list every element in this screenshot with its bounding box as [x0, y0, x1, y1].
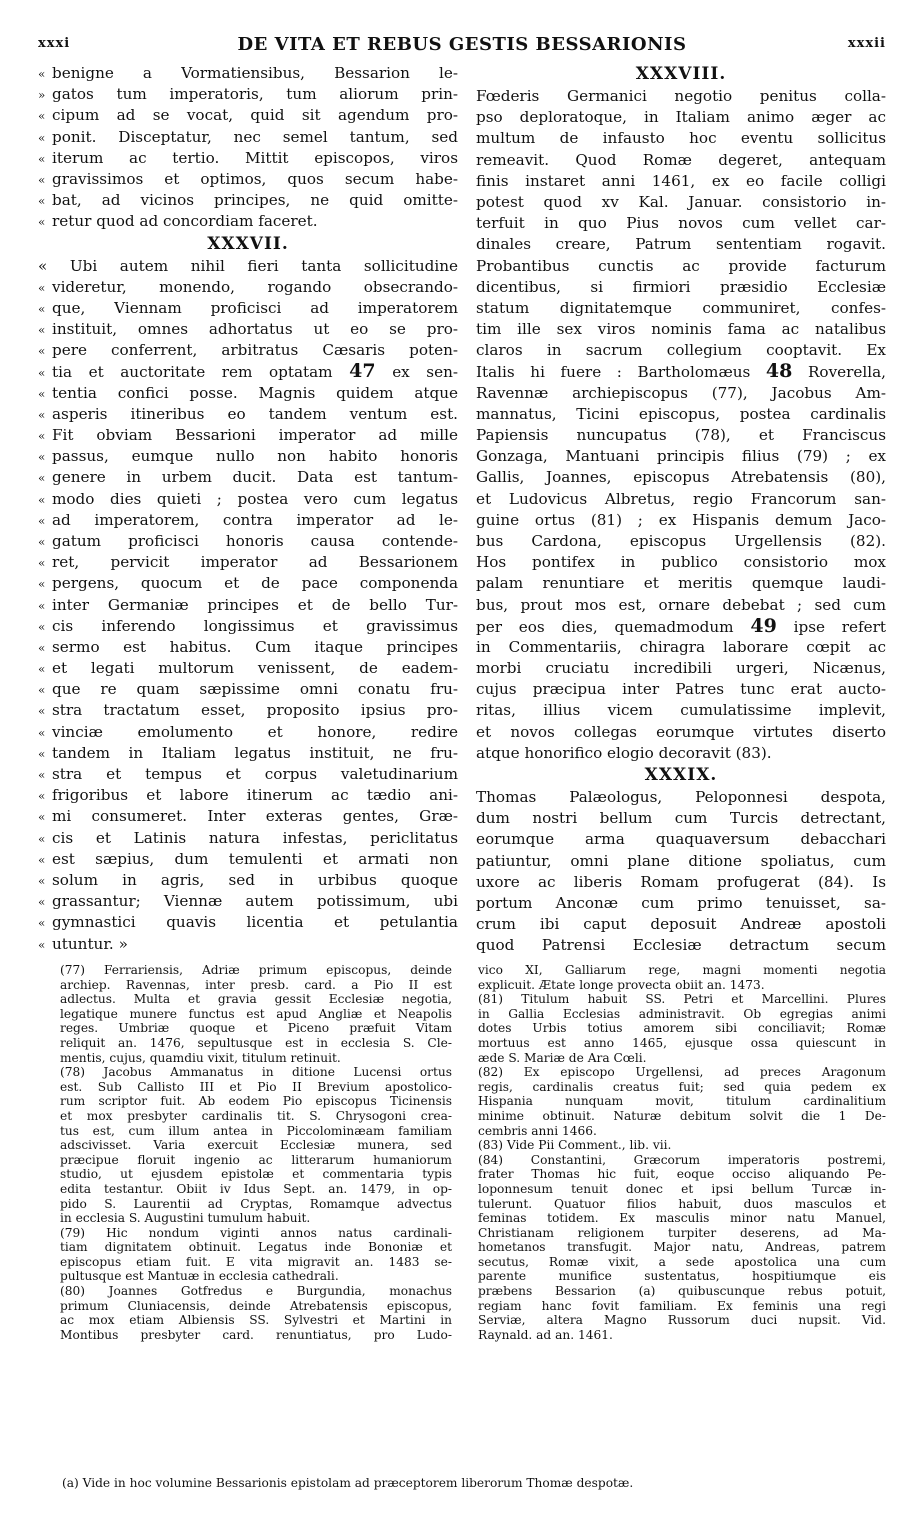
quote-mark: « — [38, 831, 46, 846]
note-line: mortuus est anno 1465, ejusque ossa quiescunt in — [478, 1035, 886, 1050]
note-line: (77) Ferrariensis, Adriæ primum episcopus, deinde — [60, 963, 452, 977]
text-line — [476, 86, 886, 107]
quote-mark: « — [38, 407, 46, 422]
text-line — [476, 171, 886, 192]
line-text: remeavit. Quod Romæ degeret, antequam — [476, 150, 886, 169]
note-line: (79) Hic nondum viginti annos natus cardinali- — [60, 1225, 452, 1240]
text-line — [476, 298, 886, 319]
running-header — [38, 34, 886, 56]
line-text: cipum ad se vocat, quid sit agendum pro- — [52, 106, 458, 125]
note-line: explicuit. Ætate longe provecta obiit an. 1473. — [478, 977, 765, 992]
note-line: Hispania nunquam movit, titulum cardinalitium — [478, 1094, 886, 1109]
line-text: potest quod xv Kal. Januar. consistorio in- — [476, 192, 886, 211]
text-line — [38, 105, 458, 126]
running-title: DE VITA ET REBUS GESTIS BESSARIONIS — [237, 34, 687, 55]
line-text: tia et auctoritate rem optatam — [52, 363, 333, 382]
text-line — [38, 467, 458, 488]
note-line: (81) Titulum habuit SS. Petri et Marcellini. Plures — [478, 992, 886, 1007]
text-line — [476, 446, 886, 467]
note-line: hometanos transfugit. Major natu, Andreas, patrem — [478, 1240, 886, 1255]
note-line: Christianam religionem turpiter deserens, ad Ma- — [478, 1225, 886, 1240]
note-line: dotes Urbis totius amorem sibi conciliavit; Romæ — [478, 1021, 886, 1036]
note-line: mentis, cujus, quamdiu vixit, titulum retinuit. — [60, 1050, 341, 1065]
text-line — [476, 150, 886, 171]
line-text: claros in sacrum collegium cooptavit. Ex — [476, 341, 886, 360]
note-line: (78) Jacobus Ammanatus in ditione Lucensi ortus — [60, 1065, 452, 1080]
quote-mark: « — [38, 916, 46, 931]
text-line — [38, 658, 458, 679]
note-line: cembris anni 1466. — [478, 1123, 597, 1138]
note-line: frater Thomas hic fuit, eoque occiso aliquando Pe- — [478, 1167, 886, 1182]
line-text: ritas, illius vicem cumulatissime implevit, — [476, 701, 886, 720]
line-text: tandem in Italiam legatus instituit, ne fru- — [52, 743, 458, 762]
line-text: stra et tempus et corpus valetudinarium — [52, 765, 458, 783]
text-line — [476, 658, 886, 679]
text-line — [38, 446, 458, 467]
quote-mark: « — [38, 873, 46, 888]
note-line: (80) Joannes Gotfredus e Burgundia, monachus — [60, 1284, 452, 1299]
quote-mark: » — [38, 88, 46, 103]
line-text: gymnastici quavis licentia et petulantia — [52, 913, 458, 932]
line-text: gravissimos et optimos, quos secum habe- — [52, 169, 458, 188]
note-line: reges. Umbriæ quoque et Piceno præfuit Vitam — [60, 1021, 452, 1036]
note-line: archiep. Ravennas, inter presb. card. a Pio II est — [60, 977, 452, 992]
line-text: benigne a Vormatiensibus, Bessarion le- — [52, 64, 458, 82]
text-line — [38, 849, 458, 870]
text-line — [38, 489, 458, 510]
text-line — [476, 128, 886, 149]
note-line: (83) Vide Pii Comment., lib. vii. — [478, 1138, 672, 1153]
text-line — [38, 637, 458, 658]
quote-mark: « — [38, 598, 46, 613]
section-heading: XXXVIII. — [635, 64, 727, 84]
section-heading: XXXIX. — [644, 765, 718, 785]
text-line — [476, 107, 886, 128]
text-line — [38, 383, 458, 404]
note-line: (84) Constantini, Græcorum imperatoris postremi, — [478, 1152, 886, 1167]
line-text: portum Anconæ cum primo tenuisset, sa- — [476, 893, 886, 912]
line-text: cis inferendo longissimus et gravissimus — [52, 616, 458, 635]
quote-mark: « — [38, 683, 46, 698]
line-text: patiuntur, omni plane ditione spoliatus, cum — [476, 851, 886, 870]
quote-mark: « — [38, 109, 46, 124]
quote-mark: « — [38, 852, 46, 867]
text-line — [38, 828, 458, 849]
text-line — [476, 319, 886, 340]
line-text: solum in agris, sed in urbibus quoque — [52, 870, 458, 889]
text-line — [476, 872, 886, 893]
text-line — [38, 404, 458, 425]
quote-mark: « — [38, 386, 46, 401]
line-text: inter Germaniæ principes et de bello Tur- — [52, 595, 458, 614]
text-line — [476, 340, 886, 361]
line-text: gatum proficisci honoris causa contende- — [52, 531, 458, 550]
line-text: Ravennæ archiepiscopus (77), Jacobus Am- — [476, 383, 886, 402]
line-text: Papiensis nuncupatus (78), et Franciscus — [476, 426, 886, 444]
line-text: mannatus, Ticini episcopus, postea cardinalis — [476, 404, 886, 423]
quote-mark: « — [38, 768, 46, 782]
line-text: ad imperatorem, contra imperator ad le- — [52, 510, 458, 529]
note-line: primum Cluniacensis, deinde Atrebatensis episcopus, — [60, 1298, 452, 1313]
note-line: regis, cardinalis creatus fuit; sed quia pedem ex — [478, 1079, 886, 1094]
text-line — [38, 63, 458, 84]
note-line: legatique munere functus est apud Angliæ et Neapolis — [60, 1006, 452, 1021]
quote-mark: « — [38, 556, 46, 571]
quote-mark: « — [38, 513, 46, 528]
page-number-right: xxxii — [847, 36, 886, 51]
line-text: est sæpius, dum temulenti et armati non — [52, 849, 458, 868]
line-text: sermo est habitus. Cum itaque principes — [52, 637, 458, 656]
quote-mark: « — [38, 194, 46, 209]
note-line: tulerunt. Quatuor filios habuit, duos masculos et — [478, 1196, 886, 1211]
quote-mark: « — [38, 366, 46, 381]
text-line — [38, 616, 458, 637]
footnotes-right-column — [478, 963, 886, 1342]
line-text: asperis itineribus eo tandem ventum est. — [52, 404, 458, 423]
line-text: quod Patrensi Ecclesiæ detractum secum — [476, 936, 886, 955]
text-line — [476, 489, 886, 510]
text-line — [38, 595, 458, 616]
quote-mark: « — [38, 301, 46, 316]
line-text: Italis hi fuere : Bartholomæus — [476, 363, 751, 382]
line-text: utuntur. » — [52, 934, 128, 953]
quote-mark: « — [38, 471, 46, 486]
line-text: in Commentariis, chiragra laborare cœpit ac — [476, 637, 886, 656]
column-number-marker: 48 — [765, 361, 793, 383]
line-text: passus, eumque nullo non habito honoris — [52, 447, 458, 466]
note-line: est. Sub Callisto III et Pio II Brevium apostolico- — [60, 1079, 452, 1094]
text-line — [38, 319, 458, 340]
note-line: adscivisset. Varia exercuit Ecclesiæ munera, sed — [60, 1138, 452, 1153]
line-text: terfuit in quo Pius novos cum vellet car- — [476, 214, 886, 233]
text-line — [476, 829, 886, 850]
text-line — [476, 722, 886, 743]
line-text: pere conferrent, arbitratus Cæsaris poten- — [52, 341, 458, 360]
quote-mark: « — [38, 746, 46, 761]
line-text: bat, ad vicinos principes, ne quid omitte- — [52, 191, 458, 210]
text-line — [38, 806, 458, 827]
text-line — [476, 851, 886, 872]
text-line — [38, 531, 458, 552]
quote-mark: « — [38, 450, 46, 465]
line-text: ex sen- — [392, 363, 458, 382]
note-line: episcopus etiam fuit. E vita migravit an. 1483 se- — [60, 1254, 452, 1269]
text-line — [476, 192, 886, 213]
text-line — [38, 425, 458, 446]
line-text: pergens, quocum et de pace componenda — [52, 574, 458, 593]
note-line: pido S. Laurentii ad Cryptas, Romamque advectus — [60, 1196, 452, 1211]
quote-mark: « — [38, 215, 46, 230]
note-line: tus est, cum illum antea in Piccolominæam familiam — [60, 1123, 452, 1138]
quote-mark: « — [38, 619, 46, 634]
text-line — [476, 808, 886, 829]
quote-mark: « — [38, 810, 46, 825]
line-text: bus, prout mos est, ornare debebat ; sed cum — [476, 595, 886, 614]
main-text-right-column — [476, 63, 886, 957]
note-line: in Gallia Ecclesias administravit. Ob egregias animi — [478, 1006, 886, 1021]
text-line — [38, 934, 458, 955]
text-line — [476, 787, 886, 808]
quote-mark: « — [38, 534, 46, 549]
line-text: ponit. Disceptatur, nec semel tantum, sed — [52, 127, 458, 146]
line-text: bus Cardona, episcopus Urgellensis (82). — [476, 531, 886, 550]
line-text: genere in urbem ducit. Data est tantum- — [52, 468, 458, 487]
line-text: atque honorifico elogio decoravit (83). — [476, 743, 772, 762]
text-line — [38, 298, 458, 319]
quote-mark: « — [38, 895, 46, 910]
note-line: secutus, Romæ vixit, a sede apostolica una cum — [478, 1254, 886, 1269]
note-line: parente munifice sustentatus, hospitiumque eis — [478, 1269, 886, 1284]
line-text: pso deploratoque, in Italiam animo æger ac — [476, 108, 886, 127]
note-line: feminas totidem. Ex masculis minor natu Manuel, — [478, 1211, 886, 1226]
text-line — [476, 213, 886, 234]
text-line — [38, 169, 458, 190]
text-line — [38, 277, 458, 298]
quote-mark: « — [38, 492, 46, 507]
note-line: rum scriptor fuit. Ab eodem Pio episcopus Ticinensis — [60, 1094, 452, 1109]
text-line — [38, 679, 458, 700]
text-line — [38, 190, 458, 211]
text-line — [38, 127, 458, 148]
quote-mark: « — [38, 323, 46, 338]
quote-mark: « — [38, 725, 46, 740]
line-text: ret, pervicit imperator ad Bessarionem — [52, 553, 458, 572]
text-line — [476, 256, 886, 277]
text-line — [38, 552, 458, 573]
line-text: Roverella, — [808, 363, 886, 382]
text-line — [476, 679, 886, 700]
text-line — [476, 935, 886, 956]
text-line — [38, 256, 458, 277]
text-line — [476, 595, 886, 616]
line-text: que re quam sæpissime omni conatu fru- — [52, 680, 458, 699]
line-text: crum ibi caput deposuit Andreæ apostoli — [476, 915, 886, 934]
text-line — [476, 637, 886, 658]
quote-mark: « — [38, 704, 46, 719]
text-line — [476, 383, 886, 404]
text-line — [476, 404, 886, 425]
line-text: Gonzaga, Mantuani principis filius (79) ; ex — [476, 447, 886, 466]
line-text: statum dignitatemque communiret, confes- — [476, 298, 886, 317]
note-line: adlectus. Multa et gravia gessit Ecclesiæ negotia, — [60, 992, 452, 1007]
line-text: dinales creare, Patrum sententiam rogavit. — [476, 235, 886, 254]
line-text: dum nostri bellum cum Turcis detrectant, — [476, 809, 886, 828]
note-line: reliquit an. 1476, sepultusque est in ecclesia S. Cle- — [60, 1035, 452, 1050]
quote-mark: « — [38, 130, 46, 145]
text-line — [476, 425, 886, 446]
text-line — [476, 510, 886, 531]
quote-mark: « — [38, 67, 46, 81]
note-line: et mox presbyter cardinalis tit. S. Chrysogoni crea- — [60, 1108, 452, 1123]
line-text: multum de infausto hoc eventu sollicitus — [476, 129, 886, 148]
text-line — [476, 467, 886, 488]
text-line — [38, 722, 458, 743]
note-line: ac mox etiam Albiensis SS. Sylvestri et Martini in — [60, 1313, 452, 1328]
text-line — [38, 148, 458, 169]
line-text: tentia confici posse. Magnis quidem atque — [52, 383, 458, 402]
quote-mark: « — [38, 577, 46, 592]
line-text: vinciæ emolumento et honore, redire — [52, 722, 458, 741]
line-text: stra tractatum esset, proposito ipsius pro- — [52, 701, 458, 720]
line-text: Probantibus cunctis ac provide facturum — [476, 256, 886, 275]
line-text: et novos collegas eorumque virtutes diserto — [476, 722, 886, 741]
text-line — [38, 912, 458, 933]
line-text: cis et Latinis natura infestas, periclitatus — [52, 828, 458, 847]
note-line: pultusque est Mantuæ in ecclesia cathedrali. — [60, 1269, 339, 1284]
line-text: que, Viennam proficisci ad imperatorem — [52, 298, 458, 317]
line-text: eorumque arma quaquaversum debacchari — [476, 830, 886, 849]
quote-mark: « — [38, 662, 46, 677]
quote-mark: « — [38, 280, 46, 295]
line-text: ipse refert — [793, 617, 886, 636]
line-text: videretur, monendo, rogando obsecrando- — [52, 277, 458, 296]
line-text: et Ludovicus Albretus, regio Francorum san- — [476, 489, 886, 508]
line-text: cujus præcipua inter Patres tunc erat aucto- — [476, 680, 886, 699]
column-number-marker: 47 — [349, 361, 376, 383]
note-line: studio, ut ejusdem epistolæ et commentaria typis — [60, 1167, 452, 1182]
line-text: Fœderis Germanici negotio penitus colla- — [476, 87, 886, 105]
text-line — [38, 785, 458, 806]
note-line: æde S. Mariæ de Ara Cœli. — [478, 1050, 647, 1065]
line-text: iterum ac tertio. Mittit episcopos, viros — [52, 148, 458, 167]
line-text: palam renuntiare et meritis quemque laudi- — [476, 574, 886, 593]
note-line: (82) Ex episcopo Urgellensi, ad preces Aragonum — [478, 1065, 886, 1080]
line-text: dicentibus, si firmiori præsidio Ecclesiæ — [476, 277, 886, 296]
quote-mark: « — [38, 172, 46, 187]
note-line: in ecclesia S. Augustini tumulum habuit. — [60, 1211, 311, 1226]
text-line — [38, 700, 458, 721]
text-line — [38, 361, 458, 382]
quote-mark: « — [38, 640, 46, 655]
line-text: grassantur; Viennæ autem potissimum, ubi — [52, 892, 458, 911]
text-line — [38, 573, 458, 594]
footnotes-left-column — [60, 963, 452, 1342]
text-line — [38, 510, 458, 531]
line-text: uxore ac liberis Romam profugerat (84). Is — [476, 872, 886, 891]
text-line — [476, 914, 886, 935]
line-text: « Ubi autem nihil fieri tanta sollicitudine — [38, 256, 458, 275]
quote-mark: « — [38, 789, 46, 804]
text-line — [38, 870, 458, 891]
line-text: guine ortus (81) ; ex Hispanis demum Jaco- — [476, 510, 886, 529]
bottom-footnote: (a) Vide in hoc volumine Bessarionis epistolam ad præceptorem liberorum Thomæ despotæ. — [62, 1476, 634, 1490]
text-line — [476, 552, 886, 573]
text-line — [476, 700, 886, 721]
line-text: retur quod ad concordiam faceret. — [52, 212, 318, 231]
text-line — [476, 616, 886, 637]
note-line: loponnesum tenuit donec et ipsi bellum Turcæ in- — [478, 1181, 886, 1196]
text-line — [476, 277, 886, 298]
quote-mark: « — [38, 429, 46, 443]
note-line: regiam hanc fovit familiam. Ex feminis una regi — [478, 1298, 886, 1313]
text-line — [476, 893, 886, 914]
note-line: præbens Bessarion (a) quibuscunque rebus potuit, — [478, 1284, 886, 1299]
text-line — [476, 234, 886, 255]
text-line — [38, 764, 458, 785]
note-line: præcipue floruit ingenio ac litterarum humaniorum — [60, 1152, 452, 1167]
text-line — [476, 361, 886, 382]
column-number-marker: 49 — [750, 615, 777, 637]
note-line: tiam dignitatem obtinuit. Legatus inde Bononiæ et — [60, 1240, 452, 1255]
note-line: Raynald. ad an. 1461. — [478, 1327, 613, 1342]
quote-mark: « — [38, 937, 46, 952]
line-text: instituit, omnes adhortatus ut eo se pro- — [52, 320, 458, 339]
line-text: mi consumeret. Inter exteras gentes, Græ- — [52, 807, 458, 826]
section-heading: XXXVII. — [207, 233, 289, 254]
line-text: morbi cruciatu incredibili urgeri, Nicænus, — [476, 659, 886, 678]
line-text: Gallis, Joannes, episcopus Atrebatensis (80), — [476, 468, 886, 487]
text-line — [38, 84, 458, 105]
line-text: et legati multorum venissent, de eadem- — [52, 659, 458, 678]
text-line — [38, 340, 458, 361]
line-text: Thomas Palæologus, Peloponnesi despota, — [476, 788, 886, 806]
line-text: per eos dies, quemadmodum — [476, 617, 734, 636]
text-line — [38, 743, 458, 764]
note-line: minime obtinuit. Naturæ debitum solvit die 1 De- — [478, 1108, 886, 1123]
line-text: tim ille sex viros nominis fama ac natalibus — [476, 320, 886, 339]
note-line: vico XI, Galliarum rege, magni momenti negotia — [478, 963, 886, 977]
note-line: Montibus presbyter card. renuntiatus, pro Ludo- — [60, 1327, 452, 1342]
text-line — [476, 573, 886, 594]
note-line: edita testantur. Obiit iv Idus Sept. an. 1479, in op- — [60, 1181, 452, 1196]
page-number-left: xxxi — [38, 36, 71, 51]
note-line: Serviæ, altera Magno Russorum duci nupsit. Vid. — [478, 1313, 886, 1328]
line-text: gatos tum imperatoris, tum aliorum prin- — [52, 85, 458, 104]
line-text: Fit obviam Bessarioni imperator ad mille — [52, 426, 458, 444]
line-text: modo dies quieti ; postea vero cum legatus — [52, 489, 458, 508]
main-text-left-column — [38, 63, 458, 955]
text-line — [38, 891, 458, 912]
quote-mark: « — [38, 344, 46, 359]
text-line — [476, 531, 886, 552]
line-text: Hos pontifex in publico consistorio mox — [476, 553, 886, 572]
line-text: frigoribus et labore itinerum ac tædio ani- — [52, 786, 458, 805]
quote-mark: « — [38, 151, 46, 166]
text-line — [38, 211, 458, 232]
text-line — [476, 743, 886, 764]
line-text: finis instaret anni 1461, ex eo facile colligi — [476, 171, 886, 190]
